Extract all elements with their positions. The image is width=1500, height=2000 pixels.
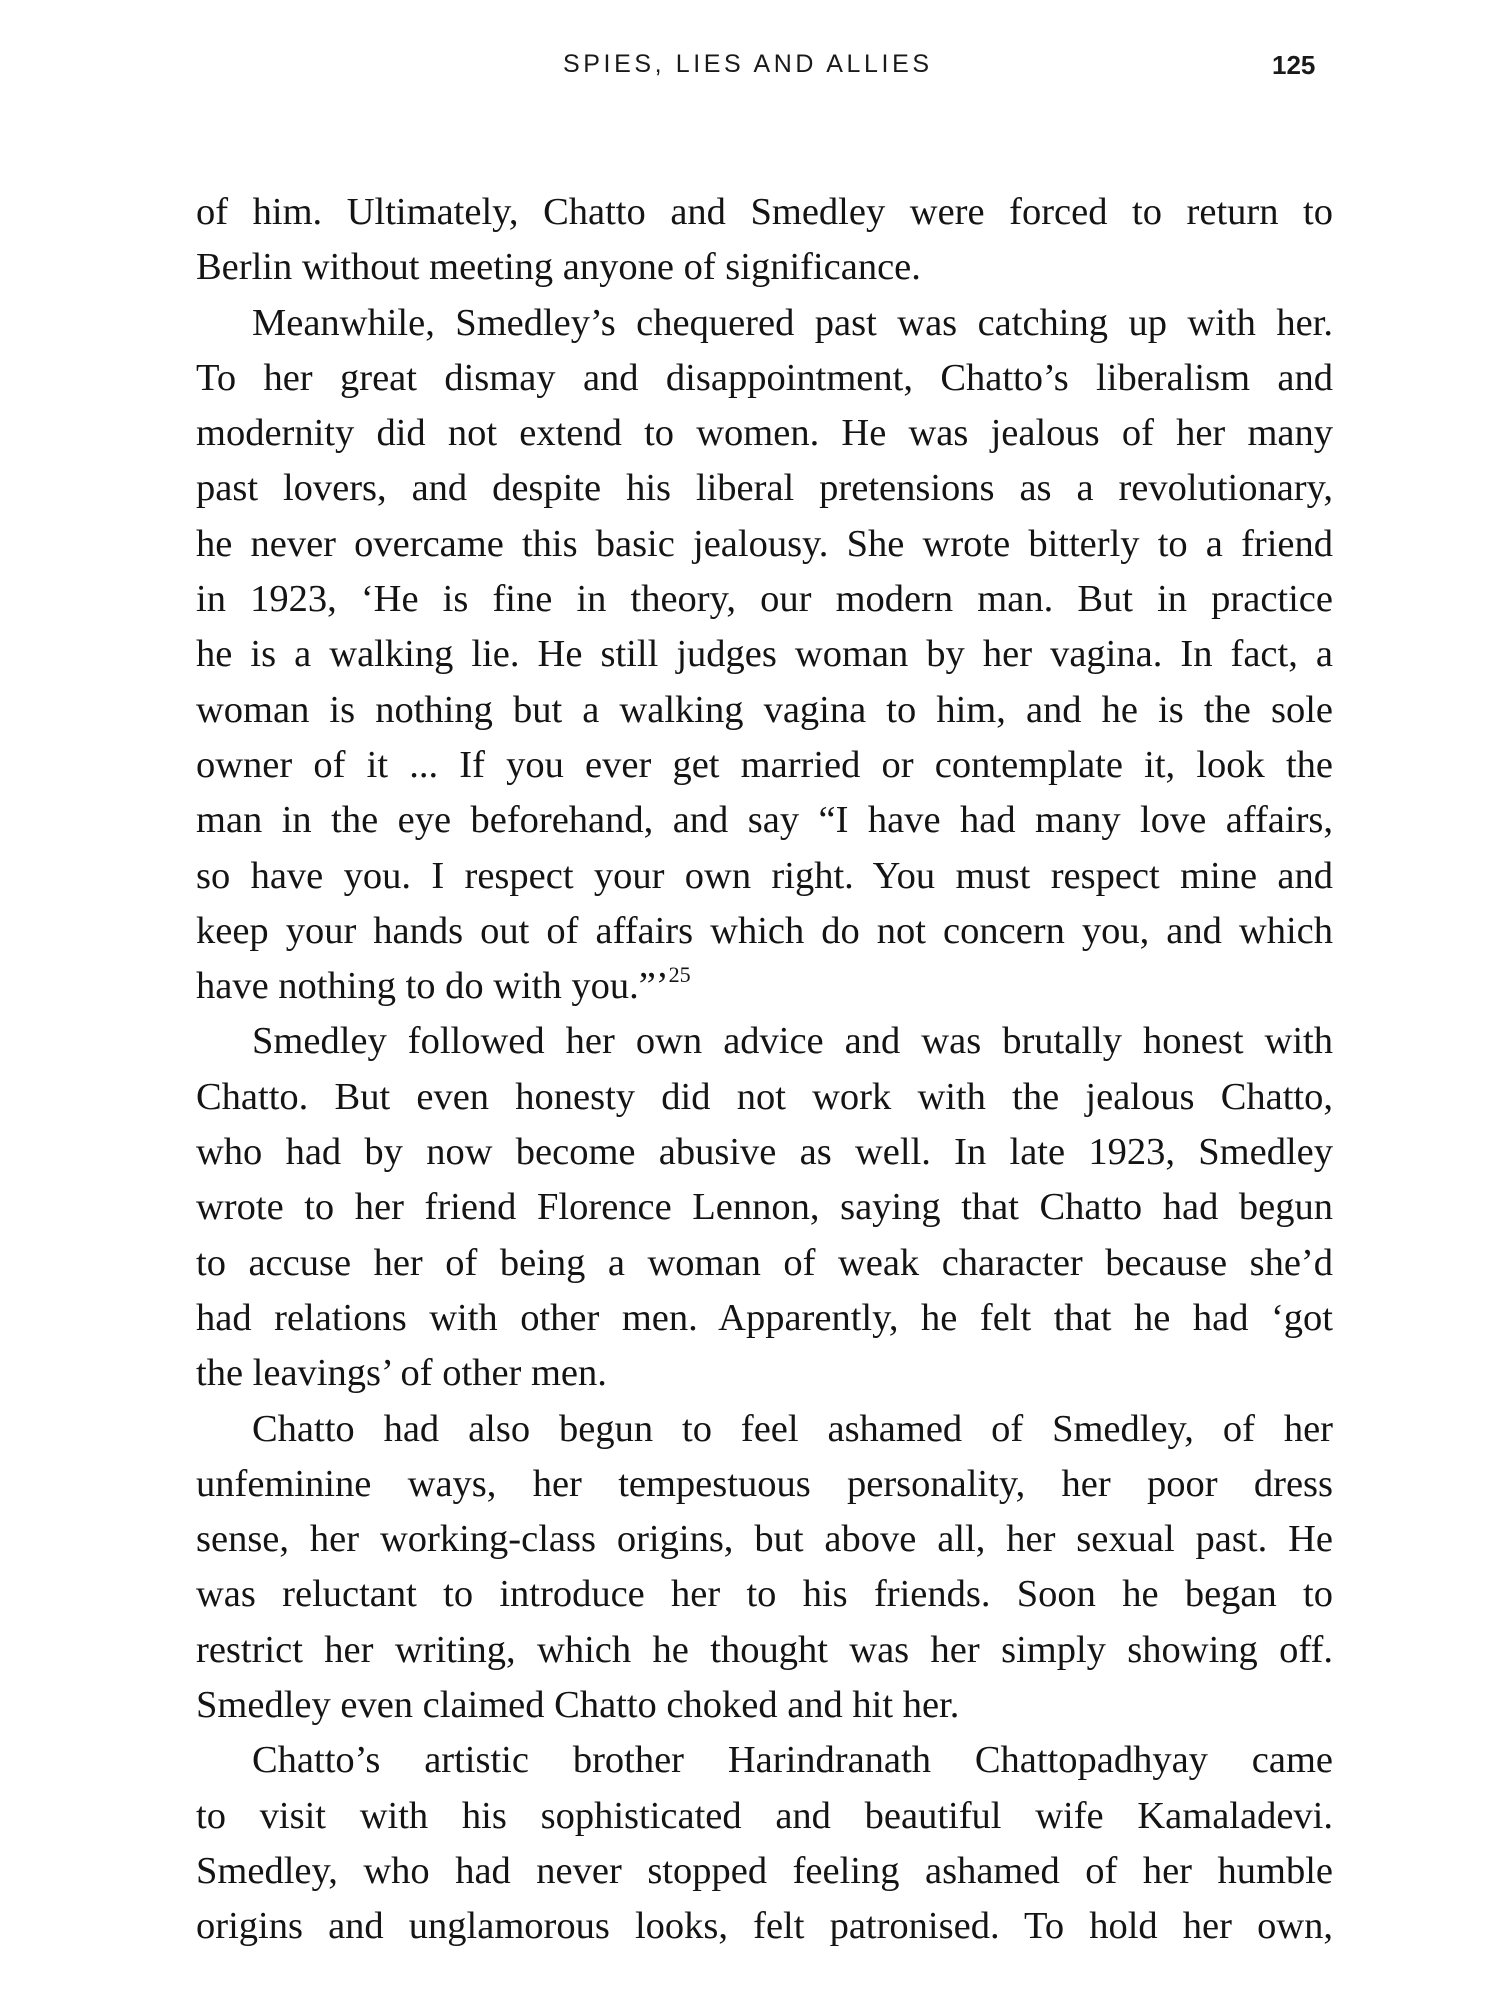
text-line: woman is nothing but a walking vagina to him, and he is the sole bbox=[196, 688, 1333, 731]
text-line-with-footnote bbox=[196, 959, 1333, 1014]
paragraph bbox=[196, 1014, 1333, 1401]
text-line: of him. Ultimately, Chatto and Smedley were forced to return to bbox=[196, 191, 1333, 233]
body-text bbox=[196, 185, 1333, 1955]
paragraph bbox=[196, 296, 1333, 1015]
text-line: Chatto’s artistic brother Harindranath Chattopadhyay came bbox=[252, 1739, 1333, 1782]
text-line: Chatto. But even honesty did not work with the jealous Chatto, bbox=[196, 1075, 1333, 1118]
text-line: was reluctant to introduce her to his friends. Soon he began to bbox=[196, 1573, 1333, 1616]
text-line: Smedley followed her own advice and was brutally honest with bbox=[252, 1020, 1333, 1063]
text-line: he is a walking lie. He still judges woman by her vagina. In fact, a bbox=[196, 633, 1333, 676]
text-line: Smedley even claimed Chatto choked and hit her. bbox=[196, 1684, 960, 1727]
paragraph bbox=[196, 1733, 1333, 1954]
text-line: keep your hands out of affairs which do not concern you, and which bbox=[196, 909, 1333, 952]
text-line: to accuse her of being a woman of weak character because she’d bbox=[196, 1241, 1333, 1284]
text-line: man in the eye beforehand, and say “I have had many love affairs, bbox=[196, 799, 1333, 842]
text-line: the leavings’ of other men. bbox=[196, 1352, 607, 1395]
text-line: restrict her writing, which he thought was her simply showing off. bbox=[196, 1628, 1333, 1671]
text-line: unfeminine ways, her tempestuous personality, her poor dress bbox=[196, 1462, 1333, 1505]
text-line: Smedley, who had never stopped feeling ashamed of her humble bbox=[196, 1849, 1333, 1892]
text-line: origins and unglamorous looks, felt patronised. To hold her own, bbox=[196, 1905, 1333, 1948]
running-header bbox=[0, 50, 1500, 90]
text-line: Chatto had also begun to feel ashamed of Smedley, of her bbox=[252, 1407, 1333, 1450]
text-line: who had by now become abusive as well. In late 1923, Smedley bbox=[196, 1131, 1333, 1174]
text-line: have nothing to do with you.”’ bbox=[196, 965, 669, 1008]
text-line: Meanwhile, Smedley’s chequered past was catching up with her. bbox=[252, 301, 1333, 344]
footnote-marker: 25 bbox=[668, 962, 691, 988]
text-line: had relations with other men. Apparently, he felt that he had ‘got bbox=[196, 1296, 1333, 1339]
running-title: SPIES, LIES AND ALLIES bbox=[563, 50, 933, 78]
text-line: to visit with his sophisticated and beautiful wife Kamaladevi. bbox=[196, 1794, 1333, 1837]
text-line: modernity did not extend to women. He was jealous of her many bbox=[196, 412, 1333, 455]
text-line: past lovers, and despite his liberal pretensions as a revolutionary, bbox=[196, 467, 1333, 510]
page-number: 125 bbox=[1272, 50, 1316, 80]
paragraph bbox=[196, 185, 1333, 296]
text-line: owner of it ... If you ever get married or contemplate it, look the bbox=[196, 743, 1333, 786]
paragraph bbox=[196, 1402, 1333, 1734]
text-line: so have you. I respect your own right. You must respect mine and bbox=[196, 854, 1333, 897]
text-line: wrote to her friend Florence Lennon, saying that Chatto had begun bbox=[196, 1186, 1333, 1229]
text-line: sense, her working-class origins, but above all, her sexual past. He bbox=[196, 1518, 1333, 1561]
text-line: To her great dismay and disappointment, Chatto’s liberalism and bbox=[196, 356, 1333, 399]
text-line: he never overcame this basic jealousy. She wrote bitterly to a friend bbox=[196, 522, 1333, 565]
text-line: in 1923, ‘He is fine in theory, our modern man. But in practice bbox=[196, 578, 1333, 621]
text-line: Berlin without meeting anyone of significance. bbox=[196, 246, 921, 289]
